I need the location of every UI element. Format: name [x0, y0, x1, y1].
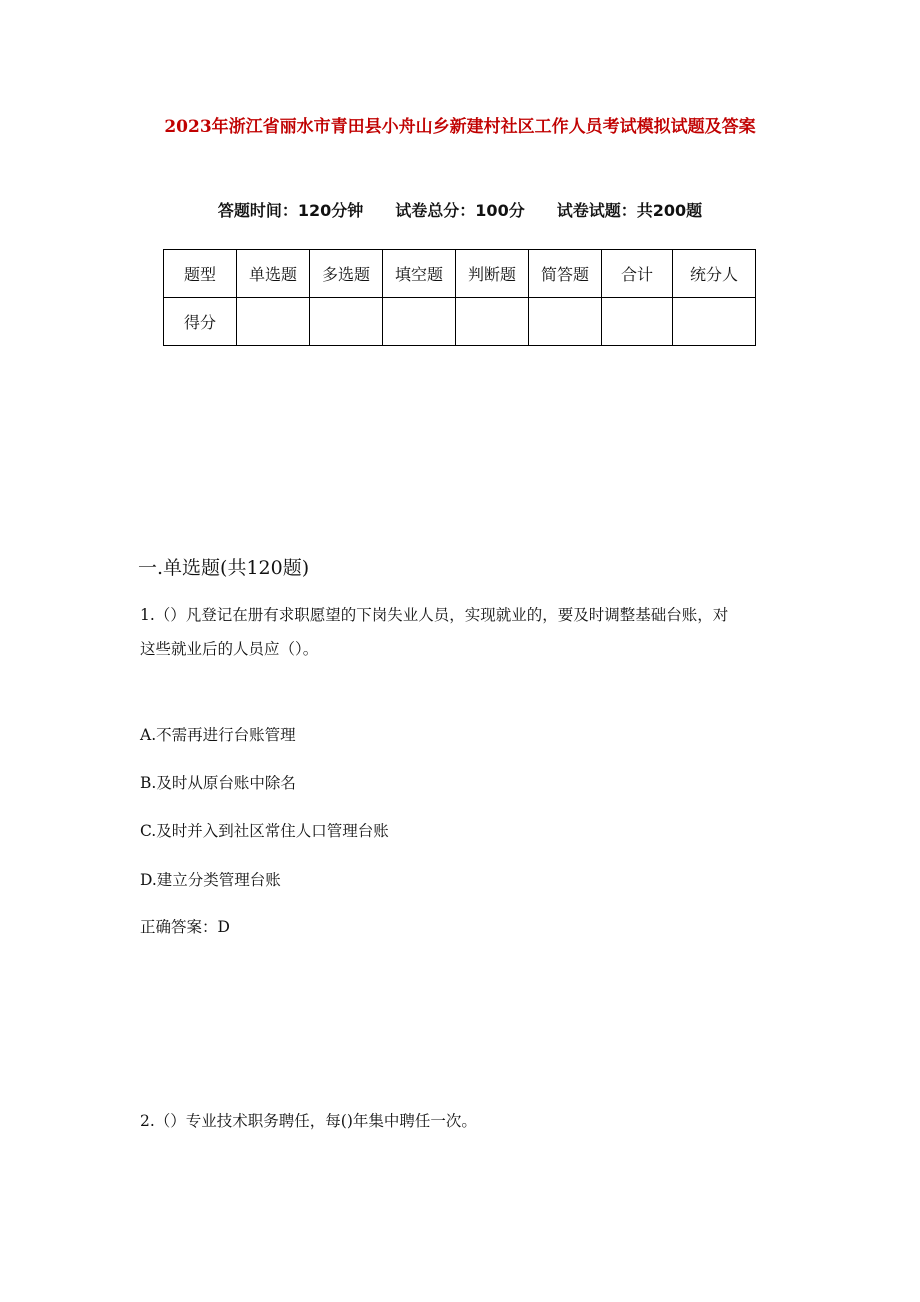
question-1-stem-line-2: 这些就业后的人员应（）。 [140, 640, 319, 658]
score-header-cell: 题型 [164, 250, 237, 298]
exam-meta [0, 198, 920, 221]
score-header-cell: 简答题 [529, 250, 602, 298]
exam-total-score: 试卷总分：100分 [395, 201, 525, 220]
score-header-cell: 多选题 [310, 250, 383, 298]
question-1-stem-line-1: 1.（）凡登记在册有求职愿望的下岗失业人员，实现就业的，要及时调整基础台账，对 [140, 606, 729, 624]
score-table-header-row [164, 250, 756, 298]
score-row-label: 得分 [164, 298, 237, 346]
score-cell [310, 298, 383, 346]
question-1-stem [140, 600, 790, 664]
score-table-score-row [164, 298, 756, 346]
exam-time: 答题时间：120分钟 [217, 201, 364, 220]
score-header-cell: 统分人 [673, 250, 756, 298]
question-1-option-a: A.不需再进行台账管理 [140, 726, 296, 744]
question-1-option-b: B.及时从原台账中除名 [140, 774, 296, 792]
score-header-cell: 单选题 [237, 250, 310, 298]
score-header-cell: 合计 [602, 250, 673, 298]
score-cell [602, 298, 673, 346]
score-header-cell: 填空题 [383, 250, 456, 298]
exam-question-count: 试卷试题：共200题 [556, 201, 703, 220]
score-cell [529, 298, 602, 346]
score-table [163, 249, 756, 346]
document-title: 2023年浙江省丽水市青田县小舟山乡新建村社区工作人员考试模拟试题及答案 [164, 117, 756, 137]
question-1-option-d: D.建立分类管理台账 [140, 871, 281, 889]
question-2-stem: 2.（）专业技术职务聘任，每()年集中聘任一次。 [140, 1112, 477, 1130]
score-cell [237, 298, 310, 346]
score-cell [383, 298, 456, 346]
score-cell [456, 298, 529, 346]
score-header-cell: 判断题 [456, 250, 529, 298]
question-1-answer: 正确答案：D [140, 918, 230, 936]
section-heading: 一.单选题(共120题) [138, 557, 310, 579]
score-cell [673, 298, 756, 346]
question-1-option-c: C.及时并入到社区常住人口管理台账 [140, 822, 389, 840]
